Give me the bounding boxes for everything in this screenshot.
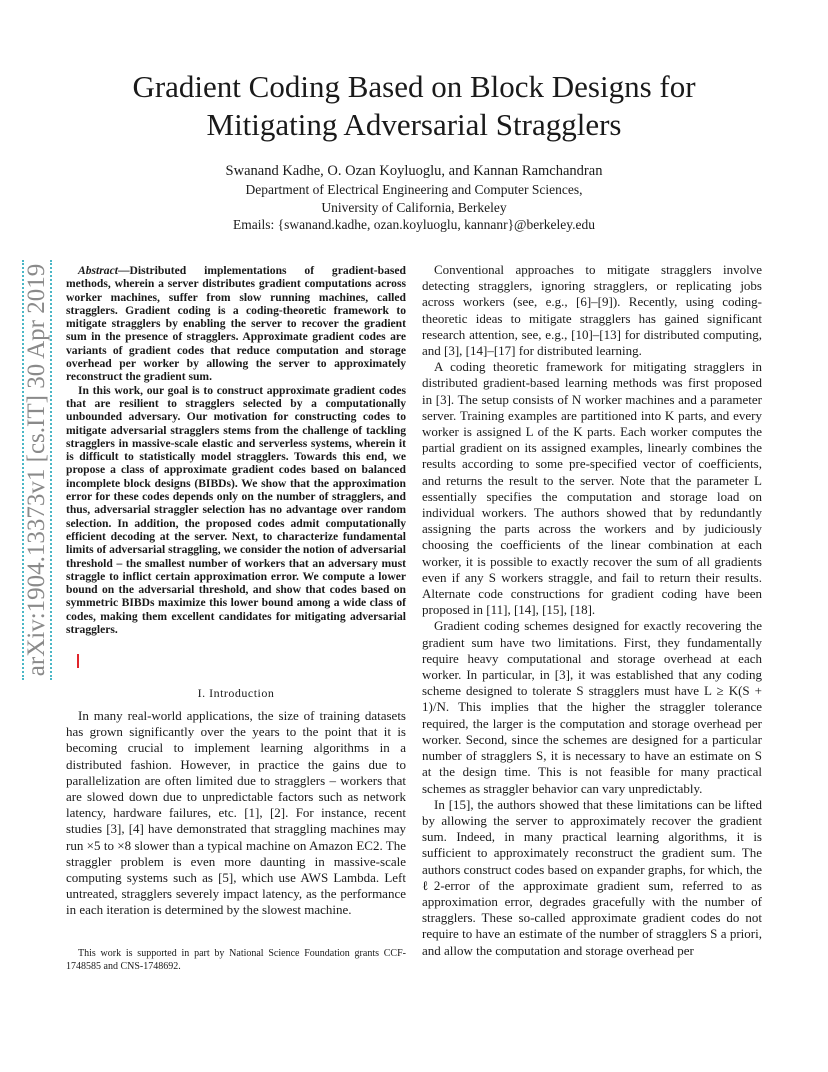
abstract xyxy=(66,264,406,636)
paper-title xyxy=(60,68,768,144)
abstract-paragraph-2: In this work, our goal is to construct approximate gradient codes that are resilient to stragglers selected by a computationally unbounded adversary. Our motivation for constructing codes to mitigate adversarial stragglers stems from the challenge of tackling stragglers in massive-scale elastic and serverless systems, wherein it is difficult to statistically model stragglers. Towards this end, we propose a class of approximate gradient codes based on balanced incomplete block designs (BIBDs). We show that the approximation error for these codes depends only on the number of stragglers, and thus, adversarial straggler selection has no advantage over random selection. In addition, the proposed codes admit computationally efficient decoding at the server. Next, to characterize fundamental limits of adversarial straggling, we consider the notion of adversarial threshold – the smallest number of workers that an adversary must straggle to inflict certain approximation error. We compute a lower bound on the adversarial threshold, and show that codes based on symmetric BIBDs maximize this lower bound among a wide class of codes, making them excellent candidates for mitigating adversarial stragglers. xyxy=(66,383,406,637)
introduction-body xyxy=(66,708,406,919)
right-paragraph-3: Gradient coding schemes designed for exactly recovering the gradient sum have two limitations. First, they fundamentally require heavy computational and storage overhead at each worker. In particular, in [3], it was established that any coding scheme designed to tolerate S stragglers must have L ≥ K(S + 1)/N. This implies that the higher the straggler tolerance required, the larger is the computation and storage overhead per worker. Second, since the schemes are designed for a particular number of stragglers S, it is necessary to have an estimate on S at the design time. This is not feasible for many practical schemes as straggler behavior can vary unpredictably. xyxy=(422,618,762,796)
right-paragraph-1: Conventional approaches to mitigate stragglers involve detecting stragglers, ignoring stragglers, or replicating jobs across workers (see, e.g., [6]–[9]). Recently, using coding-theoretic ideas to mitigate stragglers has gained significant research attention, see, e.g., [10]–[13] for distributed computing, and [3], [14]–[17] for distributed learning. xyxy=(422,262,762,359)
arxiv-stamp[interactable] xyxy=(20,260,54,680)
abstract-paragraph-1 xyxy=(66,264,406,384)
affiliation-line-2: University of California, Berkeley xyxy=(321,199,507,215)
abstract-label: Abstract xyxy=(78,264,118,277)
right-paragraph-2: A coding theoretic framework for mitigating stragglers in distributed gradient-based learning methods was first proposed in [3]. The setup consists of N worker machines and a parameter server. Training examples are partitioned into K parts, and every worker is assigned L of the K parts. Each worker computes the partial gradient on its assigned examples, linearly combines the results according to some pre-specified vector of coefficients, and returns the result to the server. Note that the parameter L essentially specifies the computation and storage load on individual workers. The authors showed that by redundantly assigning the parts across the workers and by judiciously choosing the coefficients of the linear combination at each worker, it is possible to exactly recover the sum of all gradients even if any S workers straggle, and fail to return their results. Alternate code constructions for gradient coding have been proposed in [11], [14], [15], [18]. xyxy=(422,359,762,618)
abstract-text-1: —Distributed implementations of gradient-based methods, wherein a server distributes gradient computations across worker machines, suffer from slow running machines, called stragglers. Gradient coding is a coding-theoretic framework to mitigate stragglers by enabling the server to recover the gradient sum in the presence of stragglers. Approximate gradient codes are variants of gradient codes that reduce computation and storage overhead per worker by allowing the server to approximately reconstruct the gradient sum. xyxy=(66,264,406,384)
right-paragraph-4: In [15], the authors showed that these limitations can be lifted by allowing the server to approximately recover the gradient sum. Indeed, in many practical learning algorithms, it is sufficient to approximately reconstruct the gradient sum. The authors construct codes based on expander graphs, for which, the ℓ2-error of the approximate gradient sum, referred to as approximation error, degrades gracefully with the number of stragglers. These so-called approximate gradient codes do not require to have an estimate of the number of stragglers S a priori, and allow the computation and storage overhead per xyxy=(422,796,762,958)
affiliation-emails: Emails: {swanand.kadhe, ozan.koyluoglu, kannanr}@berkeley.edu xyxy=(233,217,595,232)
affiliation xyxy=(60,181,768,234)
title-line-2: Mitigating Adversarial Stragglers xyxy=(206,107,622,142)
arxiv-id: arXiv:1904.13373v1 [cs.IT] 30 Apr 2019 xyxy=(23,263,50,677)
intro-paragraph-1: In many real-world applications, the size of training datasets has grown significantly over the years to the point that it is becoming crucial to implement learning algorithms in a distributed fashion. However, in practice the gains due to parallelization are often limited due to stragglers – workers that are slowed down due to unpredictable factors such as network latency, hardware failures, etc. [1], [2]. For instance, recent studies [3], [4] have demonstrated that straggling machines may run ×5 to ×8 slower than a typical machine on Amazon EC2. The straggler problem is even more daunting in massive-scale computing systems such as [5], which use AWS Lambda. Left untreated, stragglers severely impact latency, as the performance in each iteration is determined by the slowest machine. xyxy=(66,708,406,918)
title-line-1: Gradient Coding Based on Block Designs for xyxy=(132,69,696,104)
footnote: This work is supported in part by National Science Foundation grants CCF-1748585 and CNS-1748692. xyxy=(66,948,406,972)
right-column xyxy=(422,262,762,959)
text-cursor xyxy=(77,654,79,668)
section-heading: I. Introduction xyxy=(197,686,275,700)
affiliation-line-1: Department of Electrical Engineering and Computer Sciences, xyxy=(245,182,583,197)
authors: Swanand Kadhe, O. Ozan Koyluoglu, and Kannan Ramchandran xyxy=(225,163,603,179)
